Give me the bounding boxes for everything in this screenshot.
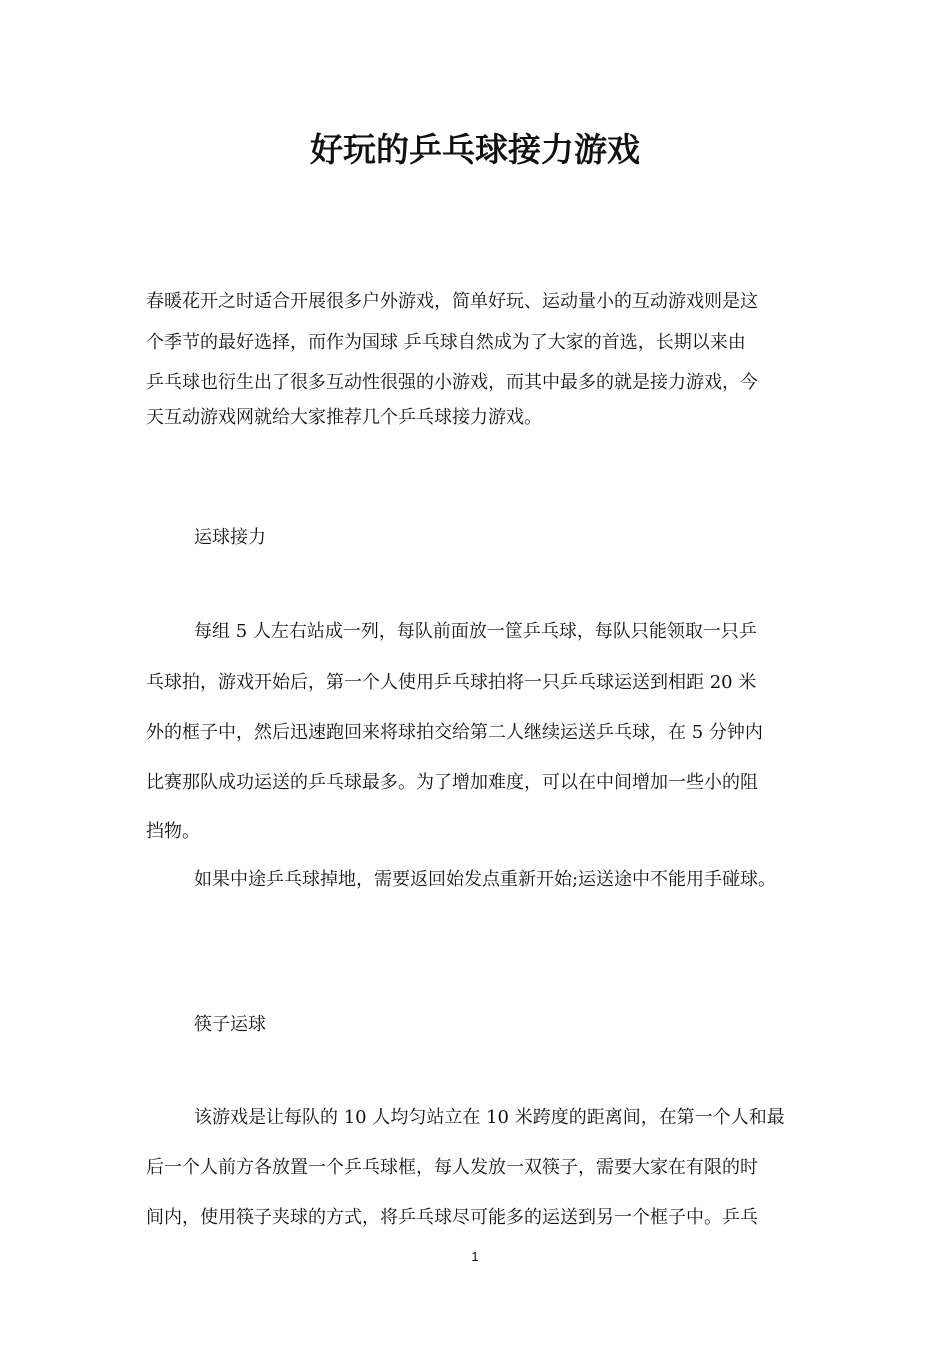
section1-paragraph-line: 比赛那队成功运送的乒乓球最多。为了增加难度，可以在中间增加一些小的阻	[146, 772, 758, 793]
page-number: 1	[471, 1249, 479, 1264]
section1-paragraph-line: 乓球拍，游戏开始后，第一个人使用乒乓球拍将一只乒乓球运送到相距 20 米	[146, 672, 757, 693]
section1-paragraph-line: 每组 5 人左右站成一列，每队前面放一筐乒乓球，每队只能领取一只乒	[194, 621, 757, 642]
intro-line: 春暖花开之时适合开展很多户外游戏，简单好玩、运动量小的互动游戏则是这	[146, 291, 758, 312]
intro-line: 个季节的最好选择，而作为国球 乒乓球自然成为了大家的首选，长期以来由	[146, 332, 746, 353]
section1-rule-line: 如果中途乒乓球掉地，需要返回始发点重新开始;运送途中不能用手碰球。	[194, 869, 777, 890]
section1-paragraph-line: 挡物。	[146, 821, 200, 842]
section-heading-chopsticks: 筷子运球	[194, 1014, 266, 1035]
intro-line: 乒乓球也衍生出了很多互动性很强的小游戏，而其中最多的就是接力游戏，今	[146, 372, 758, 393]
section2-paragraph-line: 间内，使用筷子夹球的方式，将乒乓球尽可能多的运送到另一个框子中。乒乓	[146, 1207, 758, 1228]
section2-paragraph-line: 后一个人前方各放置一个乒乓球框，每人发放一双筷子，需要大家在有限的时	[146, 1157, 758, 1178]
section1-paragraph-line: 外的框子中，然后迅速跑回来将球拍交给第二人继续运送乒乓球，在 5 分钟内	[146, 722, 763, 743]
section2-paragraph-line: 该游戏是让每队的 10 人均匀站立在 10 米跨度的距离间，在第一个人和最	[194, 1107, 785, 1128]
intro-line: 天互动游戏网就给大家推荐几个乒乓球接力游戏。	[146, 407, 542, 428]
document-title: 好玩的乒乓球接力游戏	[310, 130, 640, 169]
section-heading-relay: 运球接力	[194, 527, 266, 548]
